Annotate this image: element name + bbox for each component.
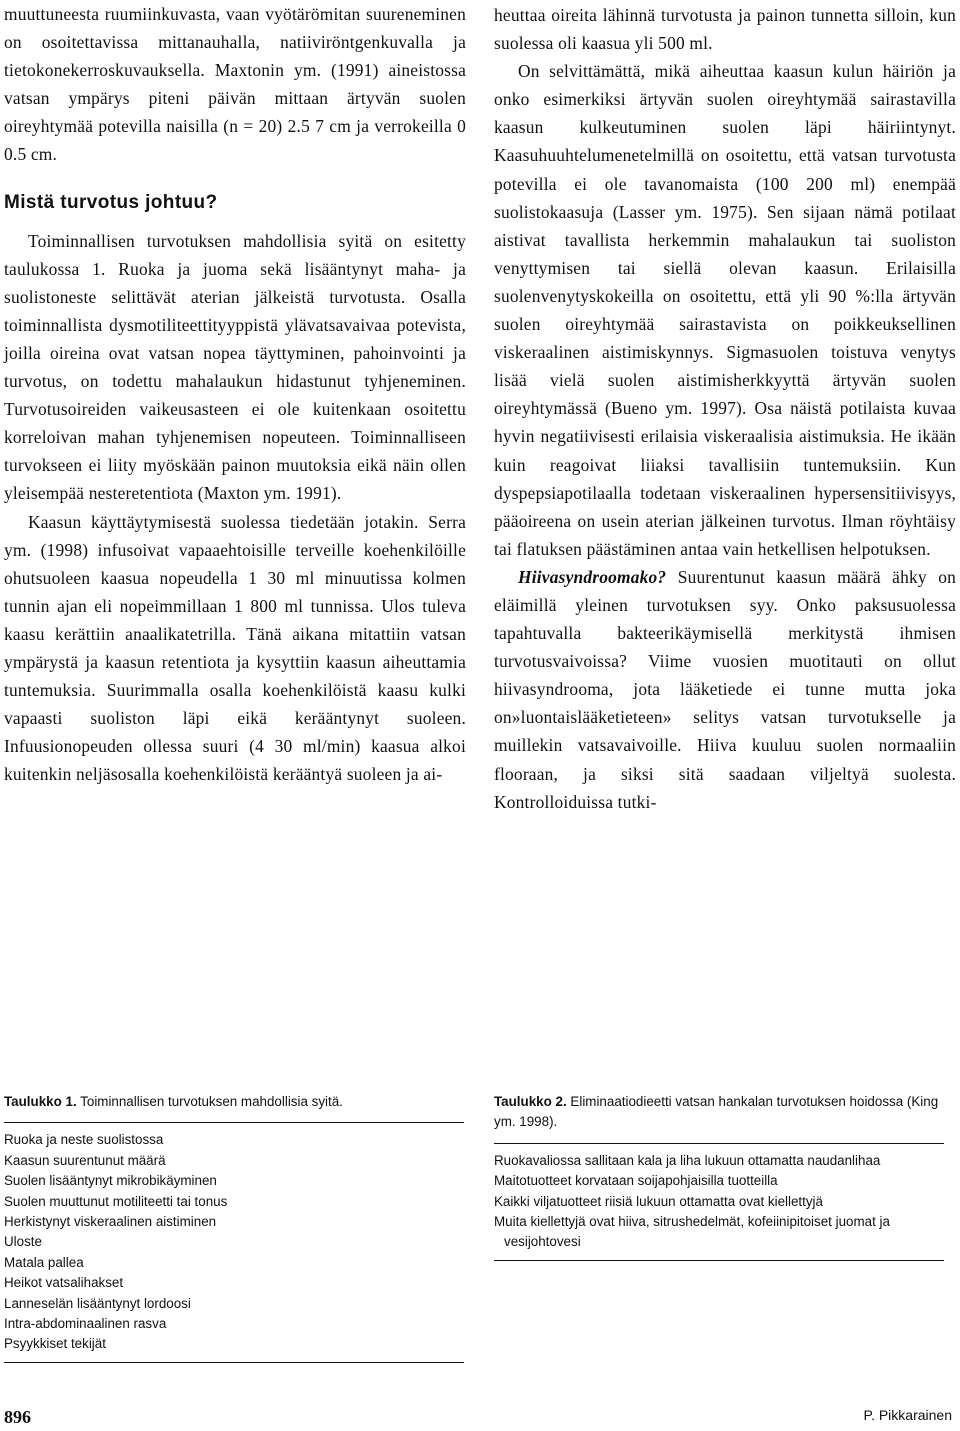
table-1-list [4, 1130, 464, 1354]
table-row: Muita kiellettyjä ovat hiiva, sitrushedelmät, kofeiinipitoiset juomat ja vesijohtovesi [494, 1214, 890, 1250]
table-row: Kaasun suurentunut määrä [4, 1152, 166, 1168]
table-row: Suolen muuttunut motiliteetti tai tonus [4, 1193, 228, 1209]
paragraph-unclear-cause: On selvittämättä, mikä aiheuttaa kaasun kulun häiriön ja onko esimerkiksi ärtyvän suolen oireyhtymää sairastavilla kaasun kulkeutuminen suolen läpi häiriintynyt. Kaasuhuuhtelumenetelmillä on osoitettu, että vatsan turvotusta potevilla ei ole tavanomaista (100 200 ml) enempää suolistokaasuja (Lasser ym. 1975). Sen sijaan nämä potilaat aistivat tavallista herkemmin mahalaukun tai suoliston venyttymisen tai siellä olevan kaasun. Erilaisilla suolenvenytyskokeilla on osoitettu, että yli 90 %:lla ärtyvän suolen oireyhtymää sairastavista on poikkeuksellinen viskeraalinen aistimiskynnys. Sigmasuolen toistuva venytys lisää vielä suolen aistimisherkkyyttä ärtyvän suolen oireyhtymässä (Bueno ym. 1997). Osa näistä potilaista kuvaa hyvin negatiivisesti erilaisia viskeraalisia aistimuksia. He ikään kuin reagoivat liiaksi tavallisiin tuntemuksiin. Kun dyspepsiapotilaalla todetaan viskeraalinen hypersensitiivisyys, pääoireena on usein aterian jälkeinen turvotus. Ilman röyhtäisy tai flatuksen päästäminen antaa vain hetkellisen helpotuksen. [494, 61, 956, 559]
table-2-top-rule [494, 1143, 944, 1144]
table-1-label: Taulukko 1. [4, 1094, 77, 1109]
runin-heading: Hiivasyndroomako? [518, 566, 667, 587]
table-row: Uloste [4, 1234, 42, 1250]
paragraph-body-continued-right: heuttaa oireita lähinnä turvotusta ja painon tunnetta silloin, kun suolessa oli kaasua yli 500 ml. [494, 5, 956, 54]
paragraph-yeast-syndrome [494, 563, 956, 816]
table-1-title: Toiminnallisen turvotuksen mahdollisia syitä. [80, 1094, 343, 1109]
table-row: Intra-abdominaalinen rasva [4, 1316, 167, 1332]
table-row: Maitotuotteet korvataan soijapohjaisilla tuotteilla [494, 1173, 778, 1189]
paragraph-body-continued: muuttuneesta ruumiinkuvasta, vaan vyötärömitan suureneminen on osoitettavissa mittanauhalla, natiiviröntgenkuvalla ja tietokonekerroskuvauksella. Maxtonin ym. (1991) aineistossa vatsan ympärys piteni päivän mittaan ärtyvän suolen oireyhtymää potevilla naisilla (n = 20) 2.5 7 cm ja verrokeilla 0 0.5 cm. [4, 4, 466, 165]
table-1-caption [4, 1092, 464, 1112]
section-heading: Mistä turvotus johtuu? [4, 191, 218, 213]
left-column [4, 0, 466, 788]
paragraph-causes: Toiminnallisen turvotuksen mahdollisia syitä on esitetty taulukossa 1. Ruoka ja juoma sekä lisääntynyt maha- ja suolistoneste selittävät aterian jälkeistä turvotusta. Osalla toiminnallista dysmotiliteettityyppistä ylävatsavaivaa potevista, joilla oireina ovat vatsan nopea täyttyminen, pahoinvointi ja turvotus, on todettu mahalaukun hidastunut tyhjeneminen. Turvotusoireiden vaikeusasteen ei ole kuitenkaan osoitettu korreloivan mahan tyhjenemisen nopeuteen. Toiminnalliseen turvokseen ei liity myöskään painon muutoksia eikä näin ollen yleisempää nesteretentiota (Maxton ym. 1991). [4, 230, 466, 504]
table-row: Psyykkiset tekijät [4, 1336, 106, 1352]
table-1-bottom-rule [4, 1362, 464, 1363]
paragraph-gas-behaviour: Kaasun käyttäytymisestä suolessa tiedetään jotakin. Serra ym. (1998) infusoivat vapaaehtoisille terveille koehenkilöille ohutsuoleen kaasua nopeudella 1 30 ml minuutissa kolmen tunnin ajan eli nopeimmillaan 1 800 ml tunnissa. Ulos tuleva kaasu kerättiin anaalikatetrilla. Tänä aikana mitattiin vatsan ympärystä ja kaasun retentiota ja kysyttiin kaasun aiheuttamia tuntemuksia. Suurimmalla osalla koehenkilöistä kaasu kulki vapaasti suoliston läpi eikä kerääntynyt suoleen. Infuusionopeuden ollessa suuri (4 30 ml/min) kaasua alkoi kuitenkin neljäsosalla koehenkilöistä kerääntyä suoleen ja ai- [4, 511, 466, 785]
right-column [494, 1, 956, 816]
table-row: Kaikki viljatuotteet riisiä lukuun ottamatta ovat kiellettyjä [494, 1193, 823, 1209]
table-row: Matala pallea [4, 1254, 84, 1270]
table-row: Suolen lisääntynyt mikrobikäyminen [4, 1173, 217, 1189]
table-2-bottom-rule [494, 1260, 944, 1261]
table-1-top-rule [4, 1122, 464, 1123]
page-footer [4, 1407, 952, 1431]
paragraph-yeast-text: Suurentunut kaasun määrä ähky on eläimillä yleinen turvotuksen syy. Onko paksusuolessa tapahtuvalla bakteerikäymisellä merkitystä ihmisen turvotusvaivoissa? Viime vuosien muotitauti on ollut hiivasyndrooma, jota lääketiede ei tunne mutta joka on»luontaislääketieteen» selitys vatsan turvotukselle ja muillekin vatsavaivoille. Hiiva kuuluu suolen normaaliin flooraan, ja siksi sitä saadaan viljeltyä suolesta. Kontrolloiduissa tutki- [494, 566, 956, 812]
table-1 [4, 1092, 464, 1363]
table-row: Ruokavaliossa sallitaan kala ja liha lukuun ottamatta naudanlihaa [494, 1152, 881, 1168]
table-row: Heikot vatsalihakset [4, 1275, 124, 1291]
table-row: Lanneselän lisääntynyt lordoosi [4, 1295, 191, 1311]
page-number: 896 [4, 1407, 31, 1427]
table-row: Ruoka ja neste suolistossa [4, 1132, 164, 1148]
table-2-title: Eliminaatiodieetti vatsan hankalan turvotuksen hoidossa (King ym. 1998). [494, 1094, 939, 1130]
table-2-list [494, 1151, 944, 1253]
table-row: Herkistynyt viskeraalinen aistiminen [4, 1214, 217, 1230]
table-2 [494, 1092, 944, 1261]
table-2-label: Taulukko 2. [494, 1094, 567, 1109]
table-2-caption [494, 1092, 944, 1133]
running-author: P. Pikkarainen [863, 1407, 952, 1423]
